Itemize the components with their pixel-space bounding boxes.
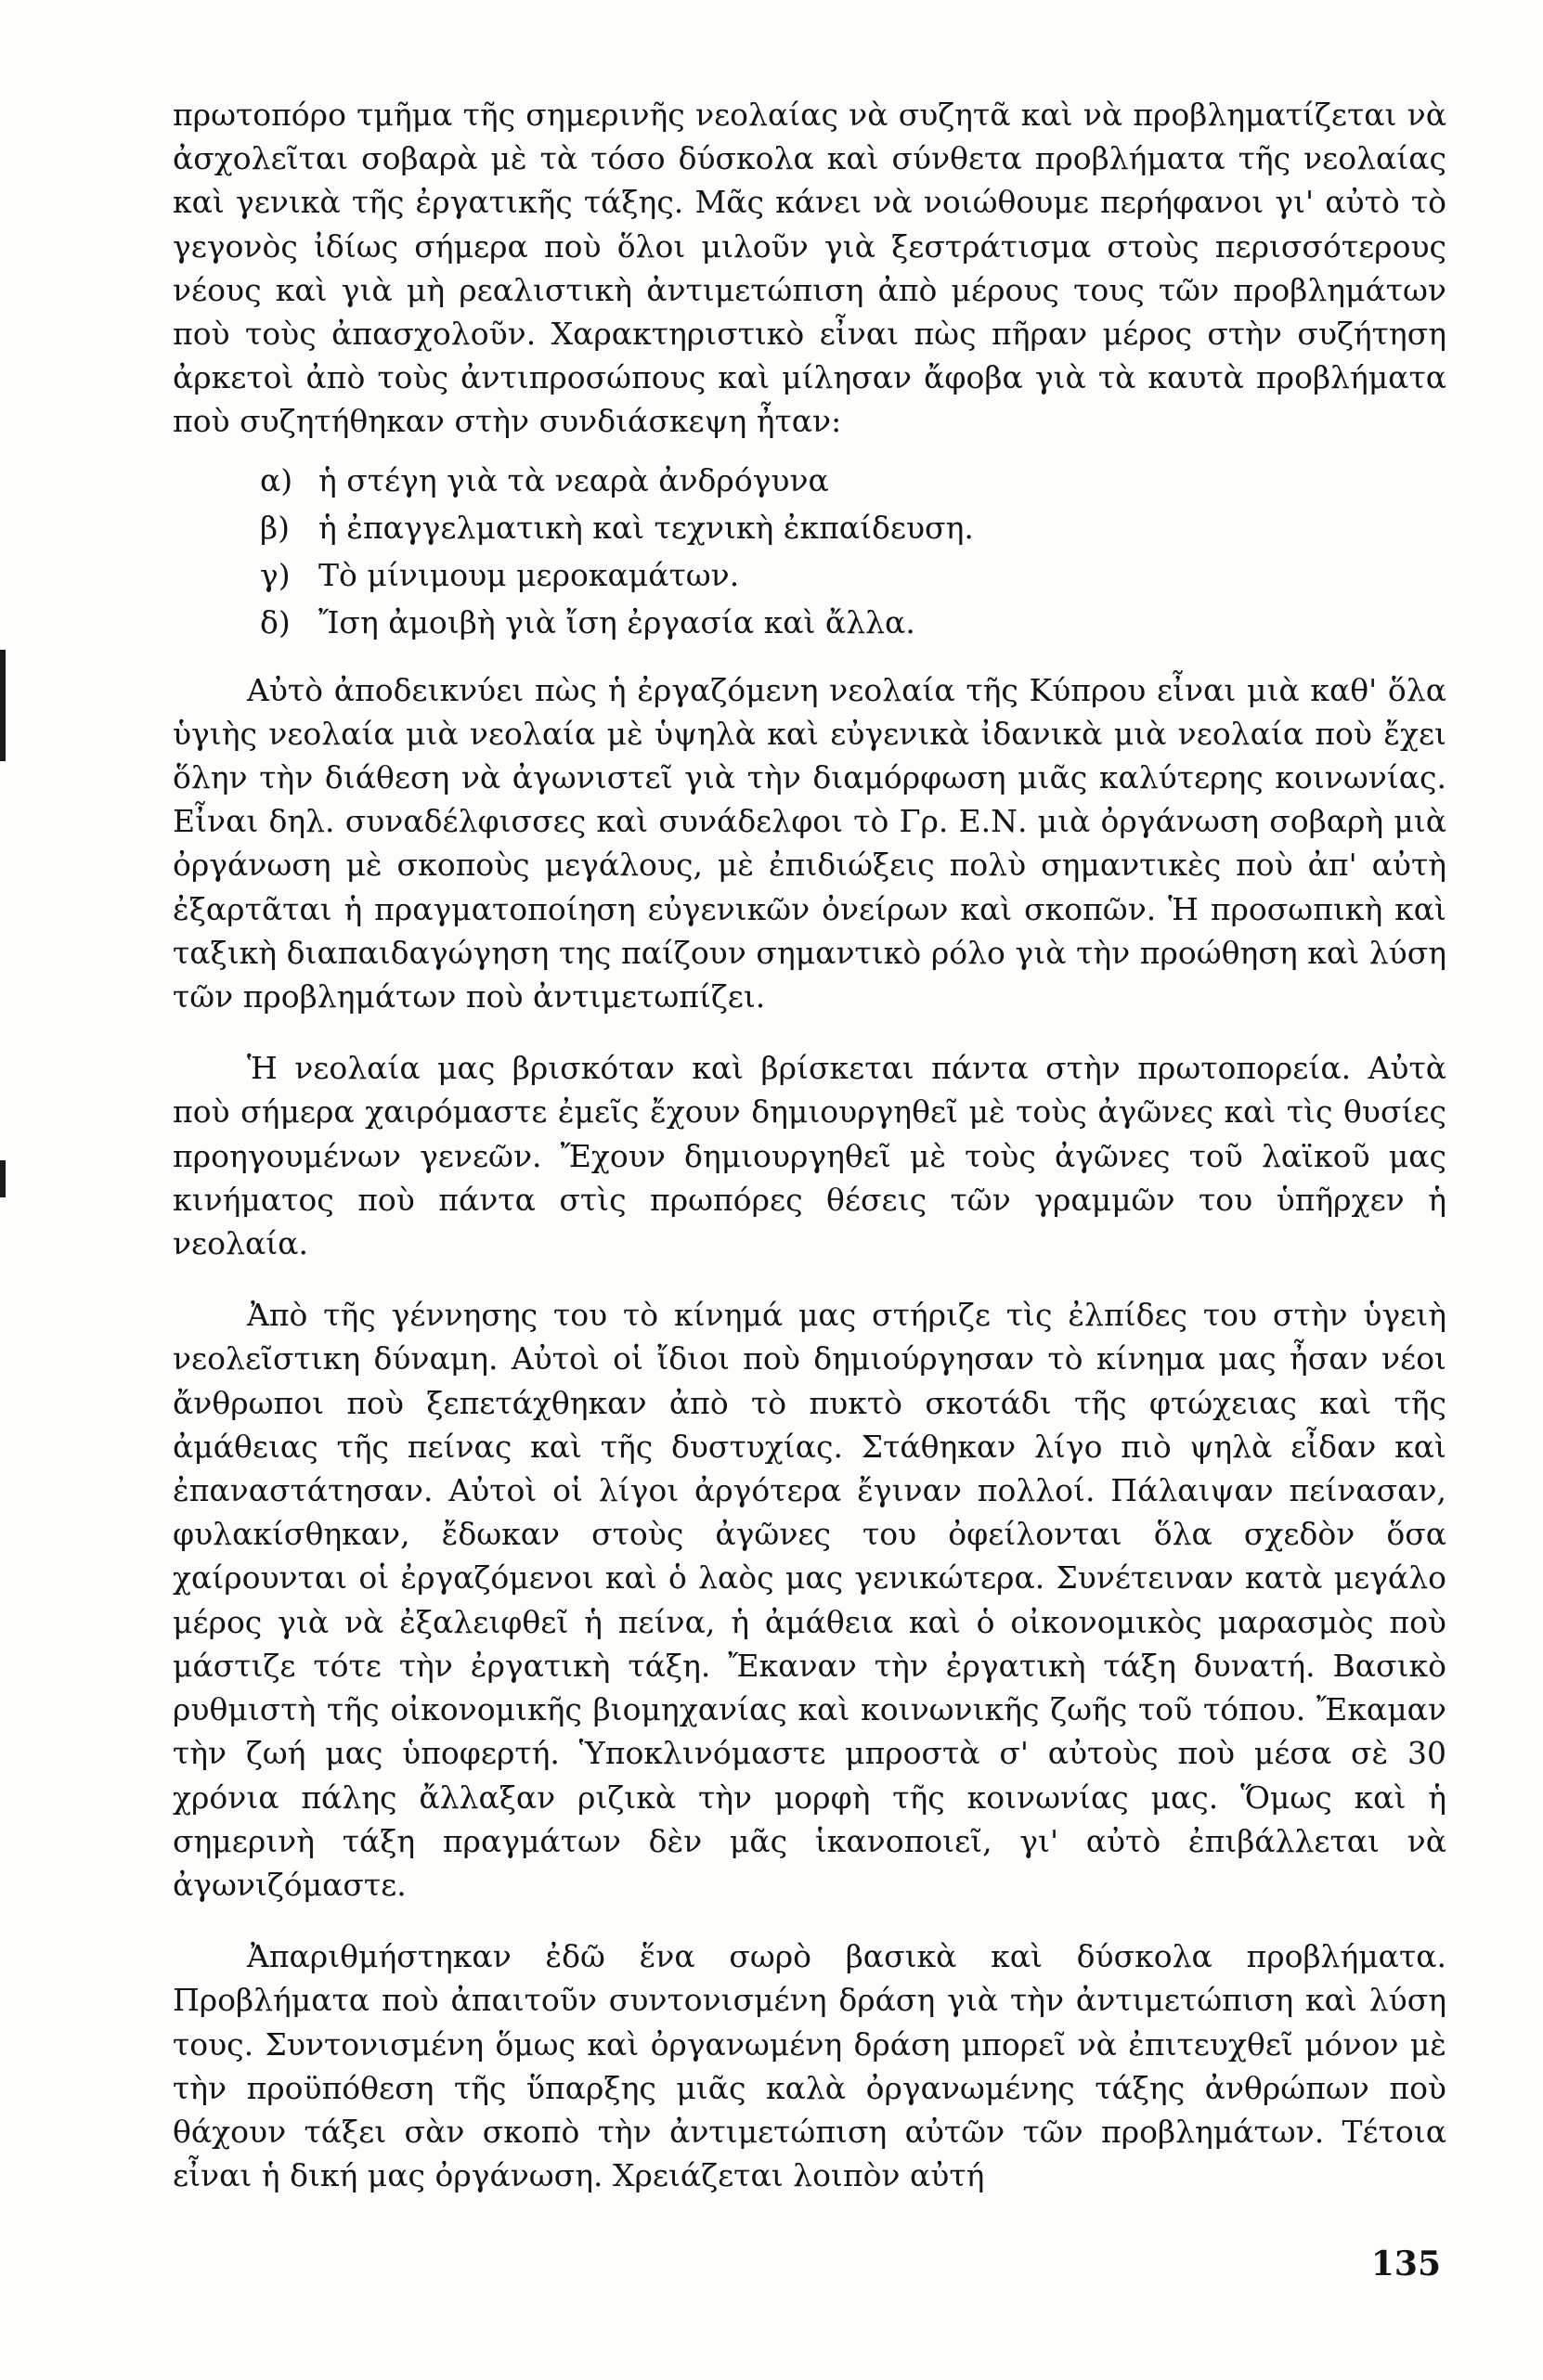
- paragraph-opening: πρωτοπόρο τμῆμα τῆς σημερινῆς νεολαίας νὰ συζητᾶ καὶ νὰ προβληματίζεται νὰ ἀσχολεῖται σοβαρὰ μὲ τὰ τόσο δύσκολα καὶ σύνθετα προβλήματα τῆς νεολαίας καὶ γενικὰ τῆς ἐργατικῆς τάξης. Μᾶς κάνει νὰ νοιώθουμε περήφανοι γι' αὐτὸ τὸ γεγονὸς ἰδίως σήμερα ποὺ ὅλοι μιλοῦν γιὰ ξεστράτισμα στοὺς περισσότερους νέους καὶ γιὰ μὴ ρεαλιστικὴ ἀντιμετώπιση ἀπὸ μέρους τους τῶν προβλημάτων ποὺ τοὺς ἀπασχολοῦν. Χαρακτηριστικὸ εἶναι πὼς πῆραν μέρος στὴν συζήτηση ἀρκετοὶ ἀπὸ τοὺς ἀντιπροσώπους καὶ μίλησαν ἄφοβα γιὰ τὰ καυτὰ προβλήματα ποὺ συζητήθηκαν στὴν συνδιάσκεψη ἦταν:: [173, 97, 1446, 440]
- scan-edge-mark: [0, 650, 6, 761]
- paragraph: Ἀπαριθμήστηκαν ἐδῶ ἕνα σωρὸ βασικὰ καὶ δύσκολα προβλήματα. Προβλήματα ποὺ ἀπαιτοῦν συντονισμένη δράση γιὰ τὴν ἀντιμετώπιση καὶ λύση τους. Συντονισμένη ὅμως καὶ ὀργανωμένη δράση μπορεῖ νὰ ἐπιτευχθεῖ μόνον μὲ τὴν προϋπόθεση τῆς ὕπαρξης μιᾶς καλὰ ὀργανωμένης τάξης ἀνθρώπων ποὺ θάχουν τάξει σὰν σκοπὸ τὴν ἀντιμετώπιση αὐτῶν τῶν προβλημάτων. Τέτοια εἶναι ἡ δική μας ὀργάνωση. Χρειάζεται λοιπὸν αὐτή: [173, 1938, 1446, 2194]
- list-marker: δ): [260, 603, 291, 640]
- list-item: [173, 457, 1446, 504]
- scan-edge-mark: [0, 1160, 6, 1197]
- list-item-text: Ἴση ἀμοιβὴ γιὰ ἴση ἐργασία καὶ ἄλλα.: [318, 603, 915, 640]
- list-marker: α): [260, 461, 293, 498]
- paragraph: Αὐτὸ ἀποδεικνύει πὼς ἡ ἐργαζόμενη νεολαία τῆς Κύπρου εἶναι μιὰ καθ' ὅλα ὑγιὴς νεολαία μιὰ νεολαία μὲ ὑψηλὰ καὶ εὐγενικὰ ἰδανικὰ μιὰ νεολαία ποὺ ἔχει ὅλην τὴν διάθεση νὰ ἀγωνιστεῖ γιὰ τὴν διαμόρφωση μιᾶς καλύτερης κοινωνίας. Εἶναι δηλ. συναδέλφισσες καὶ συνάδελφοι τὸ Γρ. Ε.Ν. μιὰ ὀργάνωση σοβαρὴ μιὰ ὀργάνωση μὲ σκοποὺς μεγάλους, μὲ ἐπιδιώξεις πολὺ σημαντικὲς ποὺ ἀπ' αὐτὴ ἐξαρτᾶται ἡ πραγματοποίηση εὐγενικῶν ὀνείρων καὶ σκοπῶν. Ἡ προσωπικὴ καὶ ταξικὴ διαπαιδαγώγηση της παίζουν σημαντικὸ ρόλο γιὰ τὴν προώθηση καὶ λύση τῶν προβλημάτων ποὺ ἀντιμετωπίζει.: [173, 671, 1446, 1015]
- paragraph: Ἀπὸ τῆς γέννησης του τὸ κίνημά μας στήριζε τὶς ἐλπίδες του στὴν ὑγειὴ νεολεῖστικη δύναμη. Αὐτοὶ οἱ ἴδιοι ποὺ δημιούργησαν τὸ κίνημα μας ἦσαν νέοι ἄνθρωποι ποὺ ξεπετάχθηκαν ἀπὸ τὸ πυκτὸ σκοτάδι τῆς φτώχειας καὶ τῆς ἀμάθειας τῆς πείνας καὶ τῆς δυστυχίας. Στάθηκαν λίγο πιὸ ψηλὰ εἶδαν καὶ ἐπαναστάτησαν. Αὐτοὶ οἱ λίγοι ἀργότερα ἔγιναν πολλοί. Πάλαιψαν πείνασαν, φυλακίσθηκαν, ἔδωκαν στοὺς ἀγῶνες του ὀφείλονται ὅλα σχεδὸν ὅσα χαίρουνται οἱ ἐργαζόμενοι καὶ ὁ λαὸς μας γενικώτερα. Συνέτειναν κατὰ μεγάλο μέρος γιὰ νὰ ἐξαλειφθεῖ ἡ πείνα, ἡ ἀμάθεια καὶ ὁ οἰκονομικὸς μαρασμὸς ποὺ μάστιζε τότε τὴν ἐργατικὴ τάξη. Ἔκαναν τὴν ἐργατικὴ τάξη δυνατή. Βασικὸ ρυθμιστὴ τῆς οἰκονομικῆς βιομηχανίας καὶ κοινωνικῆς ζωῆς τοῦ τόπου. Ἔκαμαν τὴν ζωή μας ὑποφερτή. Ὑποκλινόμαστε μπροστὰ σ' αὐτοὺς ποὺ μέσα σὲ 30 χρόνια πάλης ἄλλαξαν ριζικὰ τὴν μορφὴ τῆς κοινωνίας μας. Ὅμως καὶ ἡ σημερινὴ τάξη πραγμάτων δὲν μᾶς ἱκανοποιεῖ, γι' αὐτὸ ἐπιβάλλεται νὰ ἀγωνιζόμαστε.: [173, 1297, 1446, 1903]
- demands-list: [173, 457, 1446, 646]
- list-marker: β): [260, 509, 290, 546]
- list-item-text: Τὸ μίνιμουμ μεροκαμάτων.: [318, 556, 740, 593]
- list-item: [173, 599, 1446, 646]
- body-text: [173, 93, 1446, 2197]
- list-item-text: ἡ ἐπαγγελματικὴ καὶ τεχνικὴ ἐκπαίδευση.: [318, 509, 974, 546]
- page-number: 135: [1370, 2244, 1441, 2283]
- list-marker: γ): [260, 556, 291, 593]
- list-item-text: ἡ στέγη γιὰ τὰ νεαρὰ ἀνδρόγυνα: [318, 461, 829, 498]
- paragraph: Ἡ νεολαία μας βρισκόταν καὶ βρίσκεται πάντα στὴν πρωτοπορεία. Αὐτὰ ποὺ σήμερα χαιρόμαστε ἐμεῖς ἔχουν δημιουργηθεῖ μὲ τοὺς ἀγῶνες καὶ τὶς θυσίες προηγουμένων γενεῶν. Ἔχουν δημιουργηθεῖ μὲ τοὺς ἀγῶνες τοῦ λαϊκοῦ μας κινήματος ποὺ πάντα στὶς πρωπόρες θέσεις τῶν γραμμῶν του ὑπῆρχεν ἡ νεολαία.: [173, 1050, 1446, 1262]
- list-item: [173, 551, 1446, 599]
- list-item: [173, 504, 1446, 551]
